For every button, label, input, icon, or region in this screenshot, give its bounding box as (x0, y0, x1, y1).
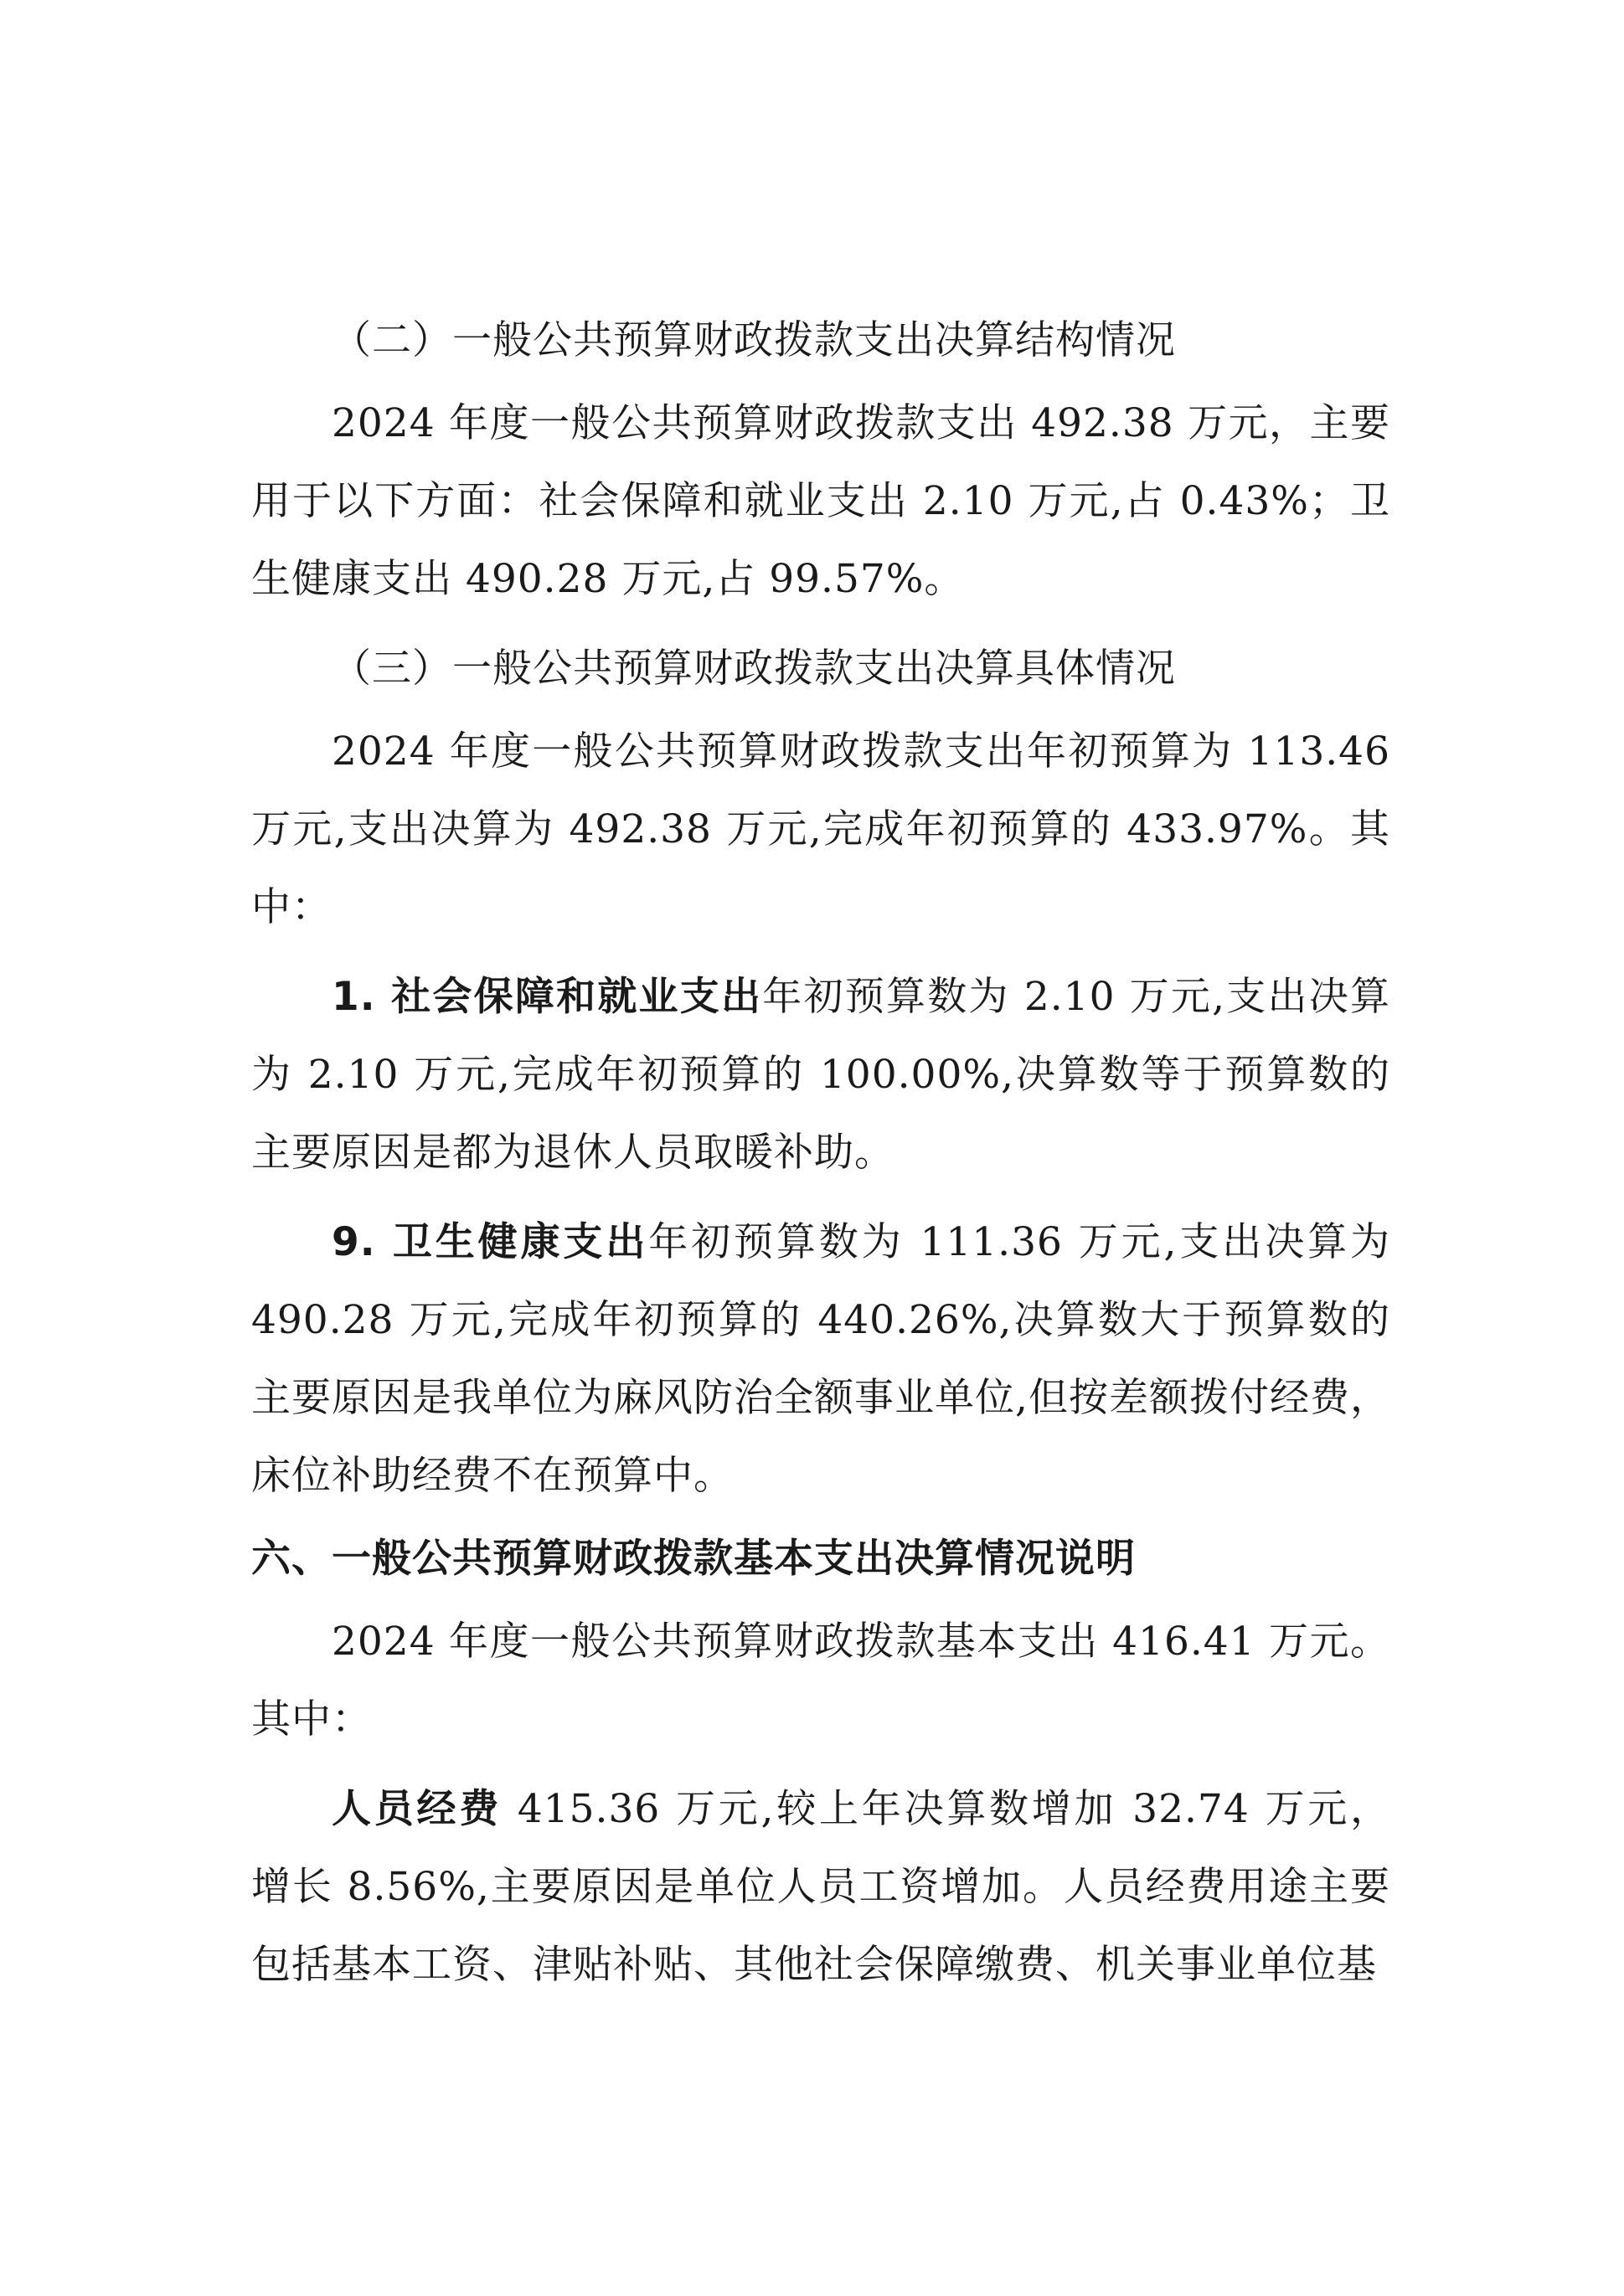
item-9-paragraph (251, 1203, 1390, 1515)
section-3-body-text: 2024 年度一般公共预算财政拨款支出年初预算为 113.46 万元,支出决算为 492.38 万元,完成年初预算的 433.97%。其中： (251, 728, 1390, 930)
item-1-paragraph (251, 958, 1390, 1192)
personnel-text: 415.36 万元,较上年决算数增加 32.74 万元， 增长 8.56%,主要原因是单位人员工资增加。人员经费用途主要包括基本工资、津贴补贴、其他社会保障缴费、机关事业单位基 (251, 1786, 1390, 1988)
item-1-text: 年初预算数为 2.10 万元,支出决算为 2.10 万元,完成年初预算的 100.00%,决算数等于预算数的主要原因是都为退休人员取暖补助。 (251, 974, 1391, 1176)
personnel-label: 人员经费 (332, 1786, 503, 1832)
item-9-text: 年初预算数为 111.36 万元,支出决算为 490.28 万元,完成年初预算的 440.26%,决算数大于预算数的主要原因是我单位为麻风防治全额事业单位,但按差额拨付经费，床位补助经费不在预算中。 (251, 1219, 1390, 1499)
section-2-heading: （二）一般公共预算财政拨款支出决算结构情况 (332, 317, 1176, 363)
item-1-label: 1. 社会保障和就业支出 (332, 974, 763, 1020)
section-3-heading: （三）一般公共预算财政拨款支出决算具体情况 (332, 646, 1176, 692)
section-2-body: 2024 年度一般公共预算财政拨款支出 492.38 万元，主要用于以下方面：社会保障和就业支出 2.10 万元,占 0.43%；卫生健康支出 490.28 万元,占 99.57%。 (251, 400, 1390, 602)
item-9-label: 9. 卫生健康支出 (332, 1219, 649, 1265)
section-3-body (251, 713, 1390, 946)
section-6-body: 2024 年度一般公共预算财政拨款基本支出 416.41 万元。其中： (251, 1619, 1390, 1743)
personnel-paragraph (251, 1770, 1390, 2004)
section-6-heading: 六、一般公共预算财政拨款基本支出决算情况说明 (251, 1536, 1136, 1582)
document-content (251, 301, 1390, 2004)
